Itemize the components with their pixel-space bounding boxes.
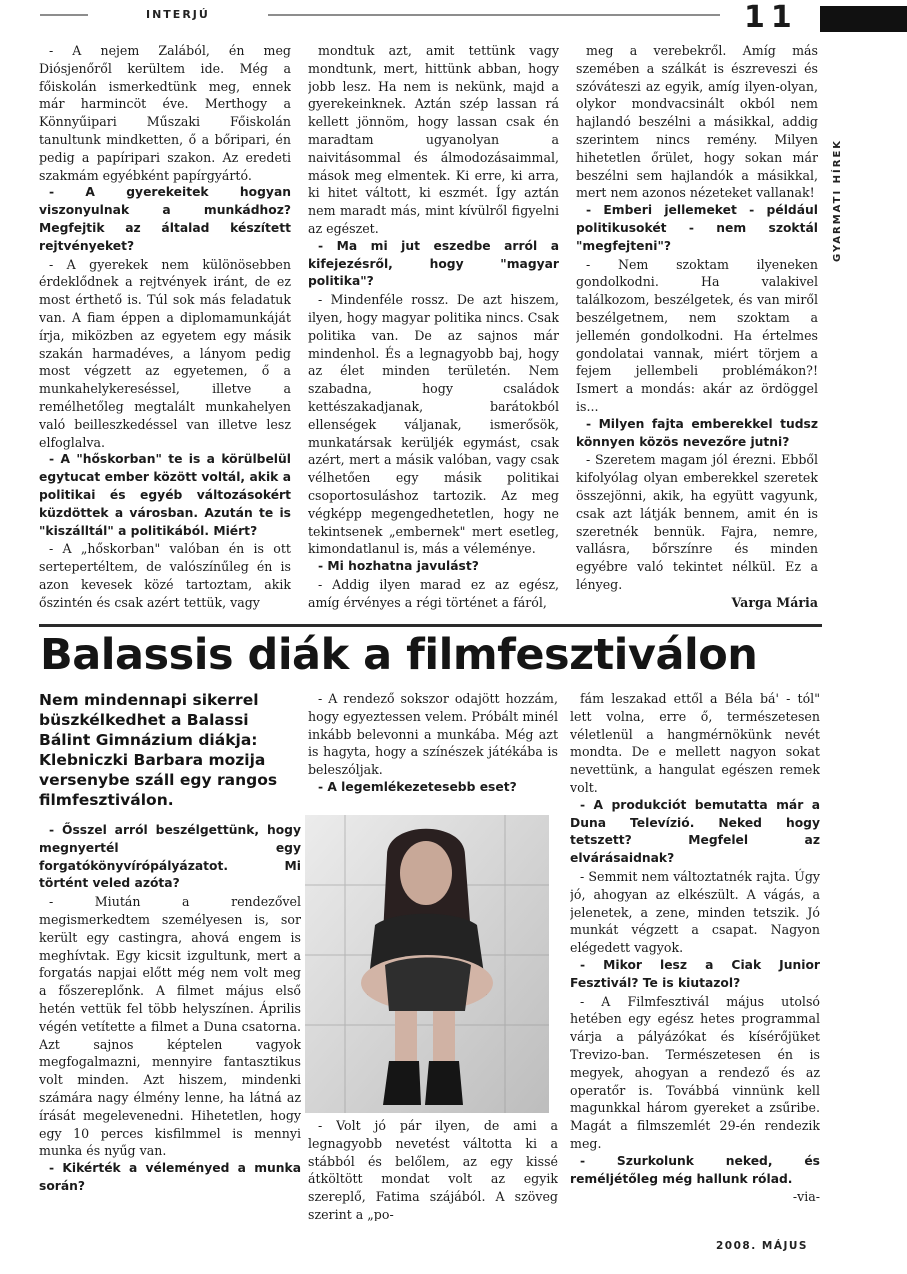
answer-paragraph: - Szeretem magam jól érezni. Ebből kifolyólag olyan emberekkel szeretek összejönni, akik, ha együtt vagyunk, csak azt látják bennem, amit én is szeretnék bennük. Fajra, nemre, vallásra, bőrszínre és minden egyébre való tekintet nélkül. Ez a lényeg. [576,452,818,592]
author-initials: -via- [792,1189,820,1205]
answer-paragraph: - A Filmfesztivál május utolsó hetében egy egész hetes programmal várja a pályázókat és kísérőjüket Trevizo-ban. Természetesen én is megyek, ahogyan a rendező és az operatőr is. Továbbá vinnünk kell magunkkal három gyereket a zsűribe. Magát a filmszemlét 29-én rendezik meg. [570,993,820,1151]
answer-paragraph: fám leszakad ettől a Béla bá' - tól" lett volna, erre ő, természetesen véletlenül a hangmérnökünk nevét mondta. De e mellett nagyon sokat nevettünk, a hangulat egészen remek volt. [570,691,820,795]
article-column-2-bottom [308,1117,558,1221]
answer-paragraph: - Semmit nem változtatnék rajta. Úgy jó, ahogyan az elkészült. A vágás, a jelenetek, a zene, minden tetszik. Jó munkát végzett a csapat. Nagyon elégedett vagyok. [570,868,820,956]
header-rule-left [40,14,88,16]
interview-column-3 [576,42,818,618]
answer-paragraph: - A gyerekek nem különösebben érdeklődnek a rejtvények iránt, de ez most érthető is. Túl sok más feladatuk van. A fiam éppen a diplomamunkáját írja, miközben az egyetem egy másik szakán harmadéves, a lányom pedig most végzett az egyetemen, ő a munkahelykereséssel, illetve a remélhetőleg megtalált munkahelyen való beilleszkedéssel van illetve lesz elfoglalva. [39,256,291,450]
article-divider [39,624,822,627]
question-paragraph: - Ma mi jut eszedbe arról a kifejezésről, hogy "magyar politika"? [308,238,559,289]
header-rule-right [268,14,720,16]
question-paragraph: - Emberi jellemeket - például politikusokét - nem szoktál "megfejteni"? [576,203,818,253]
answer-paragraph: - A rendező sokszor odajött hozzám, hogy egyeztessen velem. Próbált minél inkább belevonni a munkába. Még azt is hagyta, hogy a színészek játékába is beleszóljak. [308,691,558,778]
question-paragraph: - Mikor lesz a Ciak Junior Fesztivál? Te is kiutazol? [570,957,820,990]
corner-bar [820,6,907,32]
article-column-3 [570,690,820,1220]
side-label: GYARMATI HÍREK [832,138,843,262]
article-headline: Balassis diák a filmfesztiválon [40,630,758,680]
article-column-1 [39,822,301,1218]
answer-paragraph: - Nem szoktam ilyeneken gondolkodni. Ha valakivel találkozom, beszélgetek, és van miről beszélgetnem, nem szoktam a jellemén gondolkodni. Ha értelmes gondolatai vannak, miért törjem a fejem jellembeli problémákon?! Ismert a mondás: akár az ördöggel is... [576,256,818,414]
question-paragraph: - Mi hozhatna javulást? [318,559,479,574]
page-number: 11 [744,0,798,35]
article-lead: Nem mindennapi sikerrel büszkélkedhet a Balassi Bálint Gimnázium diákja: Klebniczki Barbara mozija versenybe száll egy rangos filmfesztiválon. [39,691,278,809]
student-photo-image [305,815,549,1113]
answer-paragraph: meg a verebekről. Amíg más szemében a szálkát is észreveszi és szóváteszi az egyik, amíg ilyen-olyan, olykor mondvacsinált okból nem hajlandó beszélni a másikkal, addig szerintem nincs remény. Milyen hihetetlen őrület, hogy sokan már beszélni sem hajlandók a másikkal, mert nem azonos nézeteket vallanak! [576,43,818,201]
interview-column-1 [39,42,291,618]
question-paragraph: - Milyen fajta emberekkel tudsz könnyen közös nevezőre jutni? [576,416,818,449]
answer-paragraph: - A „hőskorban" valóban én is ott sertepertéltem, de valószínűleg én is azon kevesek közé tartoztam, akik őszintén és csak azért tettük, vagy [39,541,291,610]
answer-paragraph: - Mindenféle rossz. De azt hiszem, ilyen, hogy magyar politika nincs. Csak politika van. De az sajnos már mindenhol. És a legnagyobb baj, hogy az élet minden területén. Nem szabadna, hogy családok kettészakadjanak, barátokból ellenségek váljanak, ismerősök, munkatársak kerüljék egymást, csak azért, mert a másik valóban, vagy csak vélhetően egy másik politikai csoportosuláshoz tartozik. Az meg végképp megengedhetetlen, hogy ne tekintsenek „embernek" mert esetleg, kimondatlanul is, más a véleménye. [308,292,559,557]
issue-date: 2008. MÁJUS [716,1240,808,1252]
question-paragraph: - Ősszel arról beszélgettünk, hogy megnyertél egy forgatókönyvírópályázatot. Mi történt veled azóta? [39,823,301,891]
question-paragraph: - Kikérték a véleményed a munka során? [39,1161,301,1193]
author-signature: Varga Mária [731,594,818,610]
answer-paragraph: - Volt jó pár ilyen, de ami a legnagyobb nevetést váltotta ki a stábból és belőlem, az egy kissé átköltött mondat volt az egyik szereplő, Fatima szájából. A szöveg szerint a „po- [308,1118,558,1221]
student-photo [305,815,549,1113]
article-column-2-top [308,690,558,816]
question-paragraph: - A gyerekeitek hogyan viszonyulnak a munkádhoz? Megfejtik az általad készített rejtvényeket? [39,185,291,253]
answer-paragraph: - Miután a rendezővel megismerkedtem személyesen is, sor került egy castingra, ahová engem is meghívtak. Egy kicsit izgultunk, mert a forgatás napjai előtt még nem volt meg a főszereplőnk. A filmet május első hetén vettük fel több helyszínen. Április végén vetítette a filmet a Duna csatorna. Azt sajnos képtelen vagyok megfogalmazni, mennyire fantasztikus volt minden. Azt hiszem, mindenki számára nagy élmény lenne, ha látná az írását megelevenedni. Hihetetlen, hogy egy 10 perces kisfilmmel is mennyi munka és nyűg van. [39,894,301,1159]
question-paragraph: - A "hőskorban" te is a körülbelül egytucat ember között voltál, akik a politikai és egyéb változásokért küzdöttek a városban. Azután te is "kiszálltál" a politikából. Miért? [39,452,291,538]
answer-paragraph: - A nejem Zalából, én meg Diósjenőről kerültem ide. Még a főiskolán ismerkedtünk meg, ennek már harmincöt éve. Merthogy a Könnyűipari Műszaki Főiskolán tanultunk mindketten, ő a bőripari, én pedig a papíripari szakon. Az eredeti szakmám egyébként papírgyártó. [39,43,291,183]
question-paragraph: - A produkciót bemutatta már a Duna Televízió. Neked hogy tetszett? Megfelel az elvárásaidnak? [570,797,820,866]
question-paragraph: - A legemlékezetesebb eset? [318,779,517,794]
section-label: INTERJÚ [146,8,210,21]
interview-column-2 [308,42,559,618]
answer-paragraph: mondtuk azt, amit tettünk vagy mondtunk, mert, hittünk abban, hogy jobb lesz. Ha nem is nekünk, majd a gyerekeinknek. Aztán szép lassan rá kellett jönnöm, hogy lassan csak én maradtam ugyanolyan a naivitásommal és álmodozásaimmal, mások meg elmentek. Ki erre, ki arra, ki hitet váltott, ki eszmét. Így aztán nem maradt más, mint kívülről figyelni az egészet. [308,43,559,236]
answer-paragraph: - Addig ilyen marad ez az egész, amíg érvényes a régi történet a fáról, [308,576,559,610]
question-paragraph: - Szurkolunk neked, és reméljétőleg még hallunk rólad. [570,1153,820,1186]
